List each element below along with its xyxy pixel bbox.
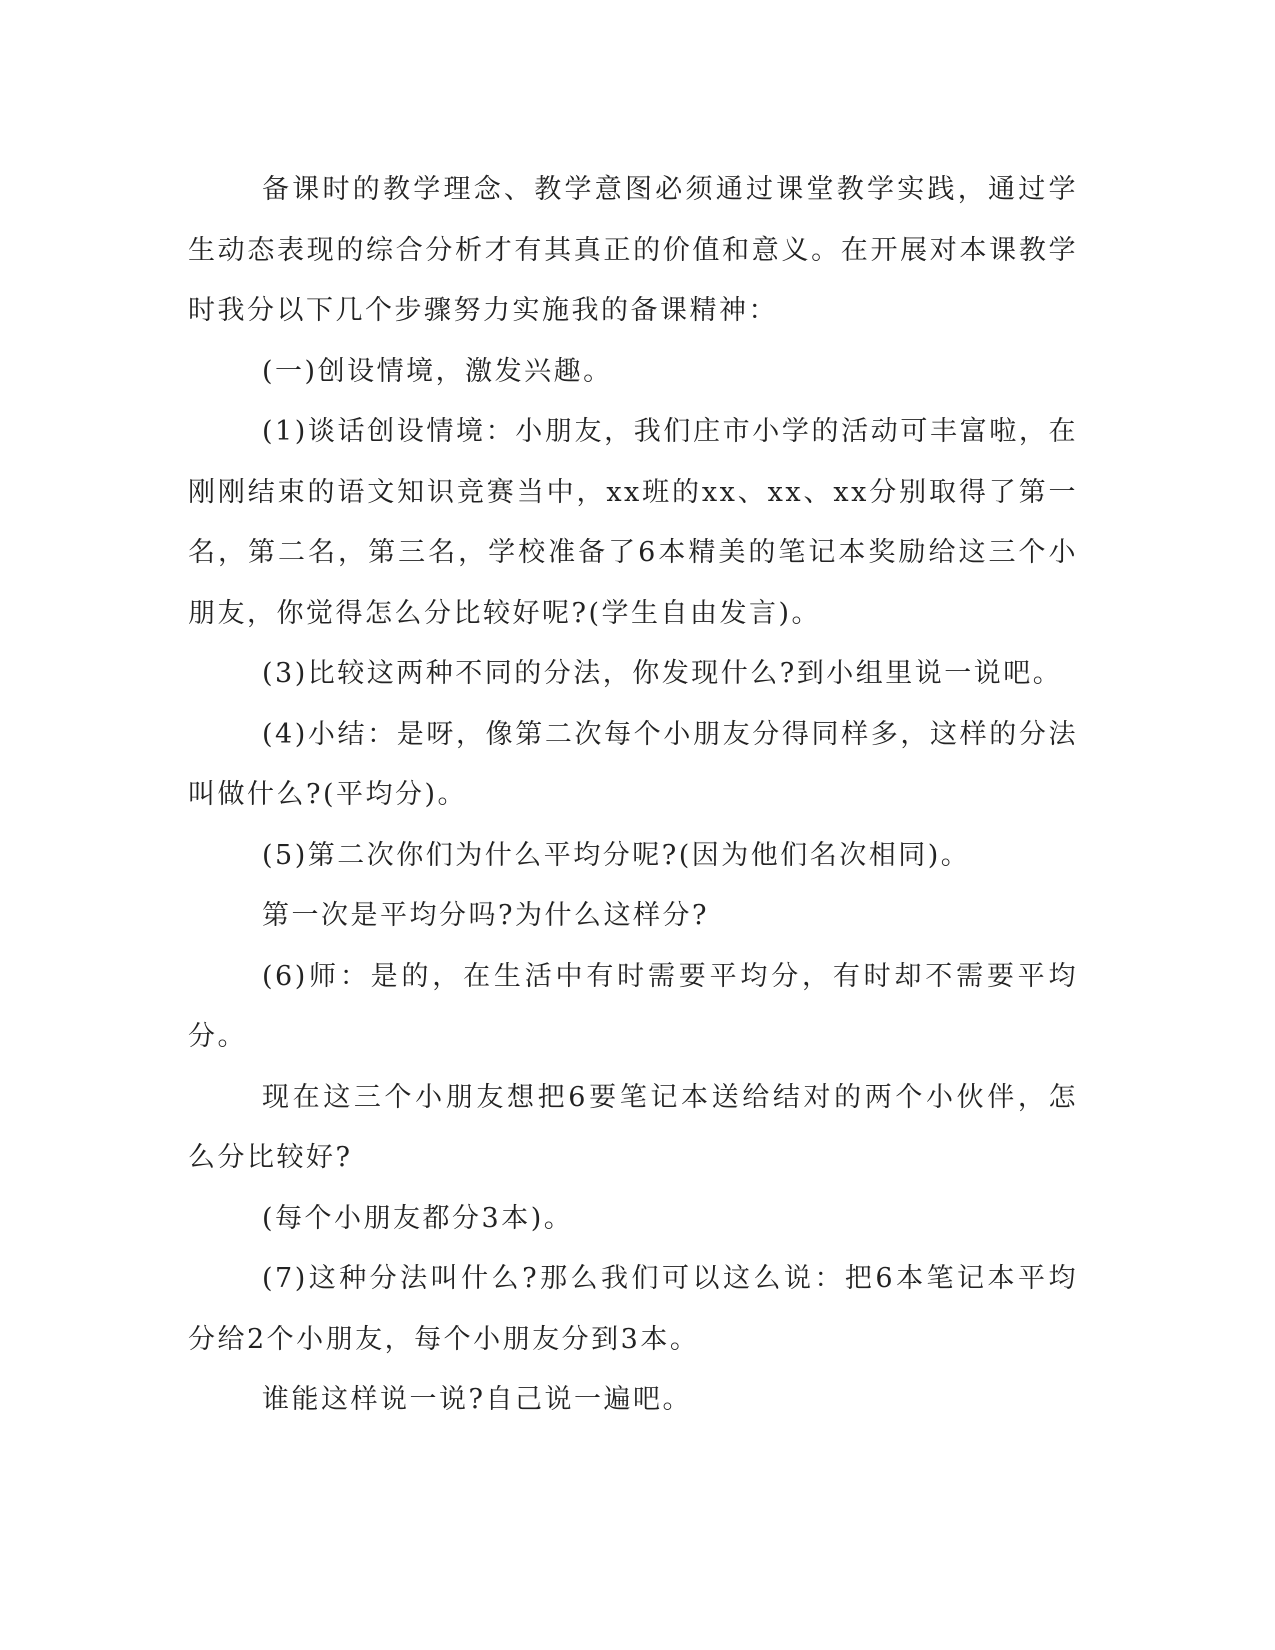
paragraph-step-1: (1)谈话创设情境：小朋友，我们庄市小学的活动可丰富啦，在刚刚结束的语文知识竞赛当中，xx班的xx、xx、xx分别取得了第一名，第二名，第三名，学校准备了6本精美的笔记本奖励给这三个小朋友，你觉得怎么分比较好呢?(学生自由发言)。 <box>188 416 1078 629</box>
paragraph-step-6: (6)师：是的，在生活中有时需要平均分，有时却不需要平均分。 <box>188 960 1078 1052</box>
paragraph-closing: 谁能这样说一说?自己说一遍吧。 <box>262 1384 692 1415</box>
paragraph-step-7: (7)这种分法叫什么?那么我们可以这么说：把6本笔记本平均分给2个小朋友，每个小朋友分到3本。 <box>188 1263 1078 1355</box>
paragraph-step-6-answer: (每个小朋友都分3本)。 <box>262 1202 574 1234</box>
paragraph-step-3: (3)比较这两种不同的分法，你发现什么?到小组里说一说吧。 <box>262 658 1063 689</box>
paragraph-step-4: (4)小结：是呀，像第二次每个小朋友分得同样多，这样的分法叫做什么?(平均分)。 <box>188 718 1078 810</box>
paragraph-intro: 备课时的教学理念、教学意图必须通过课堂教学实践，通过学生动态表现的综合分析才有其真正的价值和意义。在开展对本课教学时我分以下几个步骤努力实施我的备课精神： <box>188 174 1078 326</box>
paragraph-section-heading: (一)创设情境，激发兴趣。 <box>262 355 613 387</box>
paragraph-step-6-question: 现在这三个小朋友想把6要笔记本送给结对的两个小伙伴，怎么分比较好? <box>188 1081 1078 1173</box>
paragraph-step-5: (5)第二次你们为什么平均分呢?(因为他们名次相同)。 <box>262 839 971 871</box>
document-body <box>188 160 1078 1431</box>
paragraph-step-5-question: 第一次是平均分吗?为什么这样分? <box>262 900 709 931</box>
